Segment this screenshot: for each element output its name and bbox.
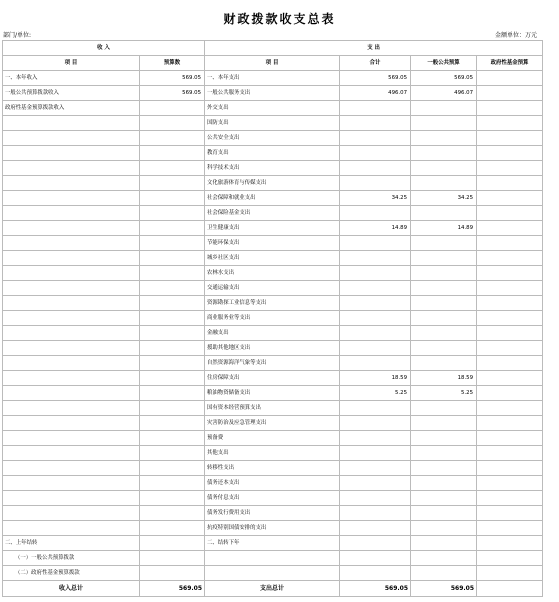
expense-item-cell: 债务发行费用支出: [205, 506, 340, 521]
col-item-header: 项 目: [3, 56, 140, 71]
expense-general-cell: [411, 416, 477, 431]
income-budget-cell: [140, 281, 205, 296]
expense-fund-cell: [477, 401, 543, 416]
expense-general-cell: [411, 266, 477, 281]
table-row: [3, 236, 543, 251]
expense-general-cell: [411, 326, 477, 341]
income-item-cell: [3, 326, 140, 341]
table-row: [3, 371, 543, 386]
expense-general-cell: 14.89: [411, 221, 477, 236]
expense-item-cell: 外交支出: [205, 101, 340, 116]
income-budget-cell: [140, 296, 205, 311]
expense-total-cell: [340, 101, 411, 116]
expense-total-cell: [340, 296, 411, 311]
expense-total-cell: [340, 281, 411, 296]
table-row: [3, 521, 543, 536]
table-row: [3, 266, 543, 281]
income-total-value: 569.05: [140, 581, 205, 597]
expense-fund-cell: [477, 266, 543, 281]
table-row: [3, 71, 543, 86]
expense-total-cell: [340, 341, 411, 356]
expense-fund-cell: [477, 521, 543, 536]
expense-item-cell: 节能环保支出: [205, 236, 340, 251]
expense-general-cell: [411, 536, 477, 551]
totals-row: [3, 581, 543, 597]
income-budget-cell: [140, 521, 205, 536]
income-item-cell: [3, 506, 140, 521]
expense-general-cell: [411, 506, 477, 521]
income-budget-cell: 569.05: [140, 86, 205, 101]
table-row: [3, 386, 543, 401]
income-item-cell: [3, 296, 140, 311]
income-item-cell: [3, 206, 140, 221]
expense-total-cell: [340, 431, 411, 446]
expense-total-cell: [340, 491, 411, 506]
expense-total-cell: 14.89: [340, 221, 411, 236]
expense-general-cell: [411, 296, 477, 311]
income-item-cell: [3, 356, 140, 371]
expense-general-cell: [411, 161, 477, 176]
col-total-header: 合计: [340, 56, 411, 71]
income-item-cell: [3, 116, 140, 131]
expense-fund-cell: [477, 161, 543, 176]
expense-total-cell: [340, 236, 411, 251]
income-budget-cell: [140, 206, 205, 221]
income-item-cell: [3, 251, 140, 266]
income-item-cell: [3, 161, 140, 176]
income-budget-cell: [140, 311, 205, 326]
income-budget-cell: [140, 401, 205, 416]
expense-fund-cell: [477, 86, 543, 101]
expense-item-cell: 债务还本支出: [205, 476, 340, 491]
expense-item-cell: 社会保障和就业支出: [205, 191, 340, 206]
income-budget-cell: [140, 416, 205, 431]
expense-total-cell: [340, 461, 411, 476]
expense-fund-cell: [477, 221, 543, 236]
table-row: [3, 551, 543, 566]
table-row: [3, 101, 543, 116]
table-row: [3, 416, 543, 431]
table-row: [3, 446, 543, 461]
expense-fund-total: [477, 581, 543, 597]
col-budget-header: 预算数: [140, 56, 205, 71]
income-item-cell: [3, 341, 140, 356]
expense-general-cell: [411, 446, 477, 461]
income-item-cell: [3, 431, 140, 446]
expense-item-cell: [205, 551, 340, 566]
unit-label: 金额单位：万元: [494, 32, 537, 39]
expense-fund-cell: [477, 176, 543, 191]
col-exp-item-header: 项 目: [205, 56, 340, 71]
table-row: [3, 176, 543, 191]
expense-total-cell: 496.07: [340, 86, 411, 101]
page-title: 财政拨款收支总表: [223, 12, 336, 26]
expense-general-total: 569.05: [411, 581, 477, 597]
income-item-cell: [3, 386, 140, 401]
department-label: 部门/单位:: [3, 32, 32, 39]
expense-item-cell: 灾害防治及应急管理支出: [205, 416, 340, 431]
income-budget-cell: [140, 386, 205, 401]
expense-item-cell: 其他支出: [205, 446, 340, 461]
table-row: [3, 326, 543, 341]
expense-item-cell: 金融支出: [205, 326, 340, 341]
income-budget-cell: [140, 161, 205, 176]
expense-general-cell: [411, 356, 477, 371]
income-budget-cell: [140, 506, 205, 521]
expense-general-cell: [411, 401, 477, 416]
income-budget-cell: [140, 356, 205, 371]
income-item-cell: 一般公共预算拨款收入: [3, 86, 140, 101]
expense-general-cell: [411, 566, 477, 581]
income-item-cell: [3, 401, 140, 416]
expense-item-cell: 一、本年支出: [205, 71, 340, 86]
expense-item-cell: 债务付息支出: [205, 491, 340, 506]
expense-item-cell: 国防支出: [205, 116, 340, 131]
expense-general-cell: [411, 206, 477, 221]
table-row: [3, 311, 543, 326]
income-budget-cell: [140, 476, 205, 491]
income-item-cell: [3, 461, 140, 476]
expense-general-cell: [411, 281, 477, 296]
expense-general-cell: [411, 146, 477, 161]
expense-general-cell: [411, 101, 477, 116]
expense-item-cell: 商业服务业等支出: [205, 311, 340, 326]
expense-total-cell: [340, 536, 411, 551]
expense-total-cell: [340, 416, 411, 431]
expense-fund-cell: [477, 446, 543, 461]
income-item-cell: [3, 281, 140, 296]
income-budget-cell: [140, 101, 205, 116]
table-row: [3, 131, 543, 146]
expense-fund-cell: [477, 356, 543, 371]
income-item-cell: [3, 521, 140, 536]
income-budget-cell: [140, 446, 205, 461]
expense-total-cell: [340, 116, 411, 131]
expense-general-cell: [411, 431, 477, 446]
income-budget-cell: [140, 566, 205, 581]
expense-fund-cell: [477, 206, 543, 221]
expense-fund-cell: [477, 191, 543, 206]
income-budget-cell: [140, 221, 205, 236]
expense-general-cell: 18.59: [411, 371, 477, 386]
expense-general-cell: 5.25: [411, 386, 477, 401]
expense-fund-cell: [477, 371, 543, 386]
expense-item-cell: 抗疫特别国债安排的支出: [205, 521, 340, 536]
expense-item-cell: 住房保障支出: [205, 371, 340, 386]
expense-general-cell: [411, 521, 477, 536]
expense-fund-cell: [477, 341, 543, 356]
income-item-cell: [3, 416, 140, 431]
expense-item-cell: 转移性支出: [205, 461, 340, 476]
income-item-cell: [3, 146, 140, 161]
expense-grand-total: 569.05: [340, 581, 411, 597]
expense-fund-cell: [477, 131, 543, 146]
expense-general-cell: [411, 491, 477, 506]
income-item-cell: [3, 176, 140, 191]
income-budget-cell: [140, 191, 205, 206]
table-row: [3, 116, 543, 131]
income-item-cell: [3, 371, 140, 386]
table-row: [3, 341, 543, 356]
table-row: [3, 161, 543, 176]
income-item-cell: [3, 191, 140, 206]
expense-general-cell: [411, 251, 477, 266]
income-item-cell: （二）政府性基金预算拨款: [3, 566, 140, 581]
expense-total-cell: [340, 131, 411, 146]
expense-total-cell: [340, 506, 411, 521]
expense-fund-cell: [477, 71, 543, 86]
col-general-header: 一般公共预算: [411, 56, 477, 71]
income-budget-cell: [140, 536, 205, 551]
expense-general-cell: [411, 236, 477, 251]
expense-item-cell: 自然资源海洋气象等支出: [205, 356, 340, 371]
expense-item-cell: 卫生健康支出: [205, 221, 340, 236]
expense-item-cell: 交通运输支出: [205, 281, 340, 296]
budget-table: [2, 40, 543, 597]
expense-fund-cell: [477, 101, 543, 116]
expense-fund-cell: [477, 416, 543, 431]
table-row: [3, 296, 543, 311]
table-row: [3, 536, 543, 551]
income-budget-cell: [140, 131, 205, 146]
expense-total-cell: [340, 476, 411, 491]
income-item-cell: [3, 446, 140, 461]
income-item-cell: 一、本年收入: [3, 71, 140, 86]
expense-total-cell: [340, 551, 411, 566]
income-budget-cell: [140, 491, 205, 506]
table-row: [3, 146, 543, 161]
table-row: [3, 86, 543, 101]
expense-total-cell: [340, 401, 411, 416]
expense-total-cell: 34.25: [340, 191, 411, 206]
table-row: [3, 191, 543, 206]
expense-total-cell: 18.59: [340, 371, 411, 386]
table-row: [3, 461, 543, 476]
table-row: [3, 356, 543, 371]
expense-fund-cell: [477, 461, 543, 476]
table-header-row-2: [3, 56, 543, 71]
income-item-cell: [3, 311, 140, 326]
income-budget-cell: [140, 266, 205, 281]
expense-fund-cell: [477, 326, 543, 341]
expense-general-cell: 569.05: [411, 71, 477, 86]
expense-total-label: 支出总计: [205, 581, 340, 597]
expense-general-cell: [411, 461, 477, 476]
expense-general-cell: [411, 551, 477, 566]
expense-fund-cell: [477, 551, 543, 566]
expense-item-cell: 社会保险基金支出: [205, 206, 340, 221]
table-row: [3, 221, 543, 236]
expense-fund-cell: [477, 566, 543, 581]
income-item-cell: [3, 236, 140, 251]
expense-item-cell: 城乡社区支出: [205, 251, 340, 266]
expense-fund-cell: [477, 251, 543, 266]
income-budget-cell: [140, 431, 205, 446]
expense-item-cell: 公共安全支出: [205, 131, 340, 146]
expense-item-cell: [205, 566, 340, 581]
expense-general-cell: [411, 131, 477, 146]
income-budget-cell: [140, 176, 205, 191]
income-item-cell: [3, 476, 140, 491]
income-budget-cell: [140, 251, 205, 266]
expense-fund-cell: [477, 146, 543, 161]
expense-total-cell: 5.25: [340, 386, 411, 401]
col-fund-header: 政府性基金预算: [477, 56, 543, 71]
expense-general-cell: [411, 341, 477, 356]
expense-fund-cell: [477, 536, 543, 551]
expense-total-cell: [340, 446, 411, 461]
expense-item-cell: 预备费: [205, 431, 340, 446]
expense-fund-cell: [477, 311, 543, 326]
expense-fund-cell: [477, 236, 543, 251]
expense-fund-cell: [477, 116, 543, 131]
expense-fund-cell: [477, 431, 543, 446]
table-row: [3, 401, 543, 416]
expense-item-cell: 农林水支出: [205, 266, 340, 281]
table-row: [3, 431, 543, 446]
income-item-cell: 二、上年结转: [3, 536, 140, 551]
income-item-cell: [3, 221, 140, 236]
table-row: [3, 566, 543, 581]
expense-total-cell: [340, 146, 411, 161]
expense-item-cell: 文化旅游体育与传媒支出: [205, 176, 340, 191]
income-total-label: 收入总计: [3, 581, 140, 597]
expense-item-cell: 一般公共服务支出: [205, 86, 340, 101]
expense-general-cell: 496.07: [411, 86, 477, 101]
expense-total-cell: [340, 521, 411, 536]
expense-item-cell: 援助其他地区支出: [205, 341, 340, 356]
table-header-row-1: [3, 41, 543, 56]
expense-fund-cell: [477, 386, 543, 401]
expense-total-cell: [340, 206, 411, 221]
expense-item-cell: 粮油物资储备支出: [205, 386, 340, 401]
income-item-cell: [3, 491, 140, 506]
income-budget-cell: [140, 236, 205, 251]
table-row: [3, 491, 543, 506]
expense-total-cell: [340, 566, 411, 581]
table-row: [3, 476, 543, 491]
income-item-cell: 政府性基金预算拨款收入: [3, 101, 140, 116]
expense-general-cell: [411, 176, 477, 191]
expense-general-cell: 34.25: [411, 191, 477, 206]
expense-fund-cell: [477, 296, 543, 311]
expense-item-cell: 教育支出: [205, 146, 340, 161]
table-row: [3, 251, 543, 266]
expense-total-cell: [340, 266, 411, 281]
expense-general-cell: [411, 311, 477, 326]
expense-total-cell: [340, 326, 411, 341]
expense-total-cell: [340, 311, 411, 326]
income-budget-cell: [140, 371, 205, 386]
expense-fund-cell: [477, 476, 543, 491]
income-budget-cell: [140, 461, 205, 476]
expense-general-cell: [411, 116, 477, 131]
income-budget-cell: 569.05: [140, 71, 205, 86]
income-budget-cell: [140, 146, 205, 161]
table-row: [3, 506, 543, 521]
expense-item-cell: 资源勘探工业信息等支出: [205, 296, 340, 311]
expense-fund-cell: [477, 491, 543, 506]
expense-item-cell: 二、结转下年: [205, 536, 340, 551]
expense-header: 支 出: [205, 41, 543, 56]
income-budget-cell: [140, 551, 205, 566]
expense-fund-cell: [477, 506, 543, 521]
income-item-cell: （一）一般公共预算拨款: [3, 551, 140, 566]
expense-general-cell: [411, 476, 477, 491]
income-header: 收 入: [3, 41, 205, 56]
expense-total-cell: [340, 356, 411, 371]
expense-item-cell: 国有资本经营预算支出: [205, 401, 340, 416]
table-row: [3, 281, 543, 296]
expense-total-cell: [340, 176, 411, 191]
expense-fund-cell: [477, 281, 543, 296]
expense-total-cell: 569.05: [340, 71, 411, 86]
income-item-cell: [3, 266, 140, 281]
income-budget-cell: [140, 341, 205, 356]
expense-total-cell: [340, 251, 411, 266]
income-budget-cell: [140, 326, 205, 341]
expense-total-cell: [340, 161, 411, 176]
income-budget-cell: [140, 116, 205, 131]
expense-item-cell: 科学技术支出: [205, 161, 340, 176]
table-row: [3, 206, 543, 221]
income-item-cell: [3, 131, 140, 146]
